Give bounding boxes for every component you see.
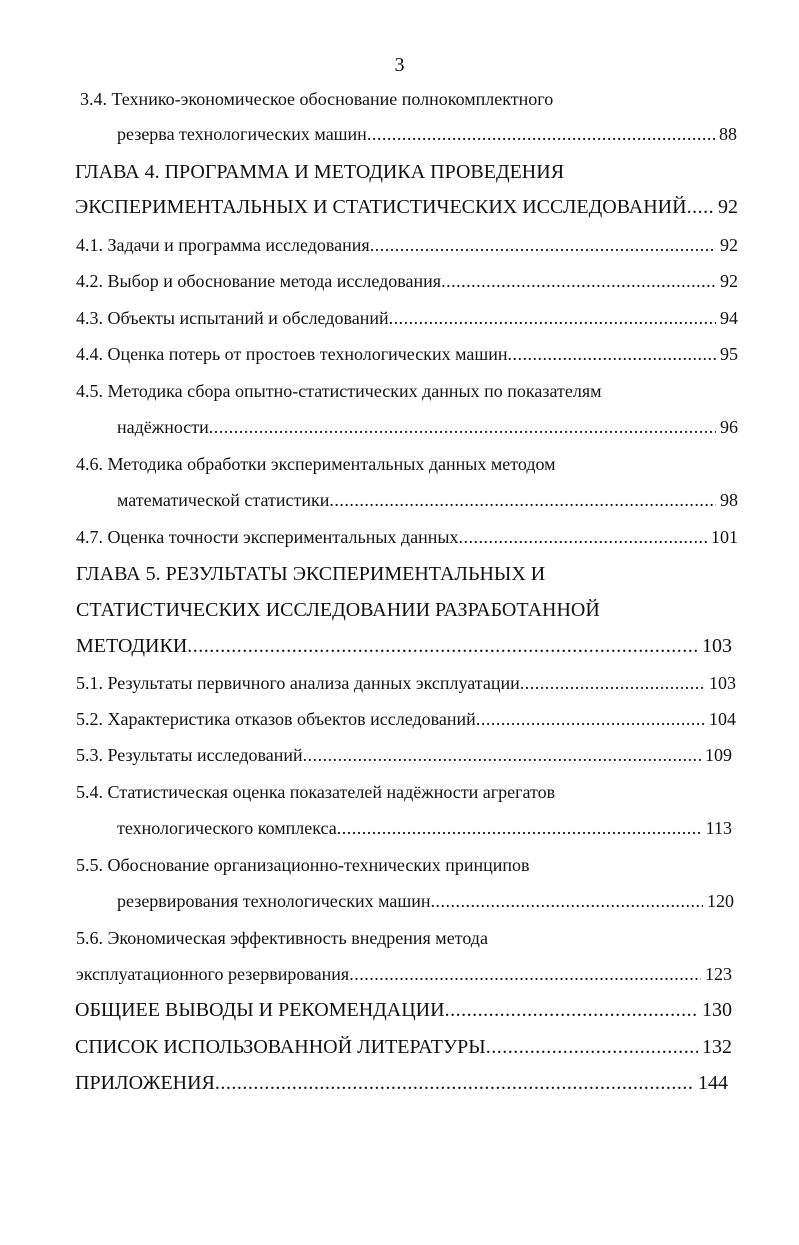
toc-page-number: 92 [720, 271, 738, 291]
toc-entry-title: 4.1. Задачи и программа исследования [76, 235, 370, 255]
toc-chapter-4-line1: ГЛАВА 4. ПРОГРАММА И МЕТОДИКА ПРОВЕДЕНИЯ [75, 161, 565, 183]
toc-entry-4-6 [117, 487, 738, 513]
toc-page-number: 88 [719, 124, 737, 144]
toc-page-number: 113 [705, 818, 732, 838]
toc-entry-title: ОБЩИЕЕ ВЫВОДЫ И РЕКОМЕНДАЦИИ [75, 999, 445, 1021]
toc-entry-4-1 [76, 232, 738, 258]
toc-entry-title: 5.2. Характеристика отказов объектов исследований [76, 709, 476, 729]
toc-entry-title: эксплуатационного резервирования [76, 964, 350, 984]
toc-entry-5-1 [76, 670, 736, 696]
toc-entry-title: ПРИЛОЖЕНИЯ [75, 1072, 215, 1094]
leader-dots [337, 815, 702, 841]
toc-page-number: 94 [720, 308, 738, 328]
toc-entry-title: 4.2. Выбор и обоснование метода исследования [76, 271, 442, 291]
toc-chapter-5 [76, 633, 732, 659]
toc-chapter-4 [75, 194, 738, 220]
toc-entry-title: технологического комплекса [117, 818, 337, 838]
toc-page-number: 130 [702, 999, 732, 1021]
toc-entry-4-5 [117, 414, 738, 440]
leader-dots [389, 305, 716, 331]
toc-entry-references [75, 1034, 732, 1060]
toc-chapter-5-line1: ГЛАВА 5. РЕЗУЛЬТАТЫ ЭКСПЕРИМЕНТАЛЬНЫХ И [76, 563, 546, 585]
leader-dots [215, 1070, 694, 1096]
leader-dots [349, 961, 701, 987]
toc-page-number: 104 [709, 709, 736, 729]
toc-entry-5-4 [117, 815, 732, 841]
toc-page-number: 103 [702, 635, 732, 657]
leader-dots [486, 1034, 698, 1060]
leader-dots [441, 268, 716, 294]
leader-dots [367, 121, 715, 147]
leader-dots [507, 341, 716, 367]
toc-entry-title: 5.3. Результаты исследований [76, 745, 303, 765]
toc-entry-appendices [75, 1070, 728, 1096]
leader-dots [445, 997, 698, 1023]
toc-entry-title: резервирования технологических машин [117, 891, 431, 911]
toc-entry-title: 4.3. Объекты испытаний и обследований [76, 308, 389, 328]
leader-dots [370, 232, 716, 258]
toc-entry-title: МЕТОДИКИ [76, 635, 188, 657]
toc-entry-3-4-line1: 3.4. Технико-экономическое обоснование полнокомплектного [80, 89, 554, 109]
toc-entry-5-3 [76, 742, 732, 768]
toc-entry-5-2 [76, 706, 736, 732]
toc-entry-4-2 [76, 268, 738, 294]
toc-entry-title: математической статистики [117, 490, 330, 510]
toc-entry-title: 5.1. Результаты первичного анализа данных эксплуатации [76, 673, 520, 693]
toc-page-number: 132 [702, 1036, 732, 1058]
toc-page-number: 144 [698, 1072, 728, 1094]
toc-entry-5-5 [117, 888, 734, 914]
leader-dots [687, 194, 714, 220]
toc-entry-title: ЭКСПЕРИМЕНТАЛЬНЫХ И СТАТИСТИЧЕСКИХ ИССЛЕДОВАНИЙ [75, 196, 687, 218]
leader-dots [520, 670, 705, 696]
page-number: 3 [394, 54, 405, 76]
toc-page-number: 101 [711, 527, 738, 547]
toc-entry-4-5-line1: 4.5. Методика сбора опытно-статистических данных по показателям [76, 381, 602, 401]
toc-entry-5-5-line1: 5.5. Обоснование организационно-технических принципов [76, 855, 530, 875]
leader-dots [303, 742, 701, 768]
toc-page-number: 123 [705, 964, 732, 984]
leader-dots [476, 706, 705, 732]
toc-entry-4-7 [76, 524, 738, 550]
toc-page-number: 92 [718, 196, 738, 218]
toc-page-number: 109 [705, 745, 732, 765]
toc-entry-title: СПИСОК ИСПОЛЬЗОВАННОЙ ЛИТЕРАТУРЫ [75, 1036, 486, 1058]
leader-dots [329, 487, 716, 513]
toc-entry-3-4 [117, 121, 737, 147]
toc-entry-5-6-line1: 5.6. Экономическая эффективность внедрения метода [76, 928, 488, 948]
toc-entry-title: резерва технологических машин [117, 124, 367, 144]
toc-page-number: 96 [720, 417, 738, 437]
toc-page-number: 120 [707, 891, 734, 911]
leader-dots [187, 633, 698, 659]
toc-page-number: 98 [720, 490, 738, 510]
toc-entry-title: 4.4. Оценка потерь от простоев технологических машин [76, 344, 508, 364]
leader-dots [458, 524, 707, 550]
leader-dots [431, 888, 704, 914]
toc-page-number: 92 [720, 235, 738, 255]
toc-entry-5-6 [76, 961, 732, 987]
toc-page-number: 95 [720, 344, 738, 364]
toc-page-number: 103 [709, 673, 736, 693]
leader-dots [209, 414, 716, 440]
toc-entry-5-4-line1: 5.4. Статистическая оценка показателей надёжности агрегатов [76, 782, 556, 802]
toc-entry-4-3 [76, 305, 738, 331]
toc-entry-conclusions [75, 997, 732, 1023]
toc-entry-title: надёжности [117, 417, 209, 437]
toc-entry-4-6-line1: 4.6. Методика обработки экспериментальных данных методом [76, 454, 556, 474]
toc-entry-title: 4.7. Оценка точности экспериментальных данных [76, 527, 459, 547]
toc-chapter-5-line2: СТАТИСТИЧЕСКИХ ИССЛЕДОВАНИИ РАЗРАБОТАННОЙ [76, 599, 600, 621]
toc-entry-4-4 [76, 341, 738, 367]
